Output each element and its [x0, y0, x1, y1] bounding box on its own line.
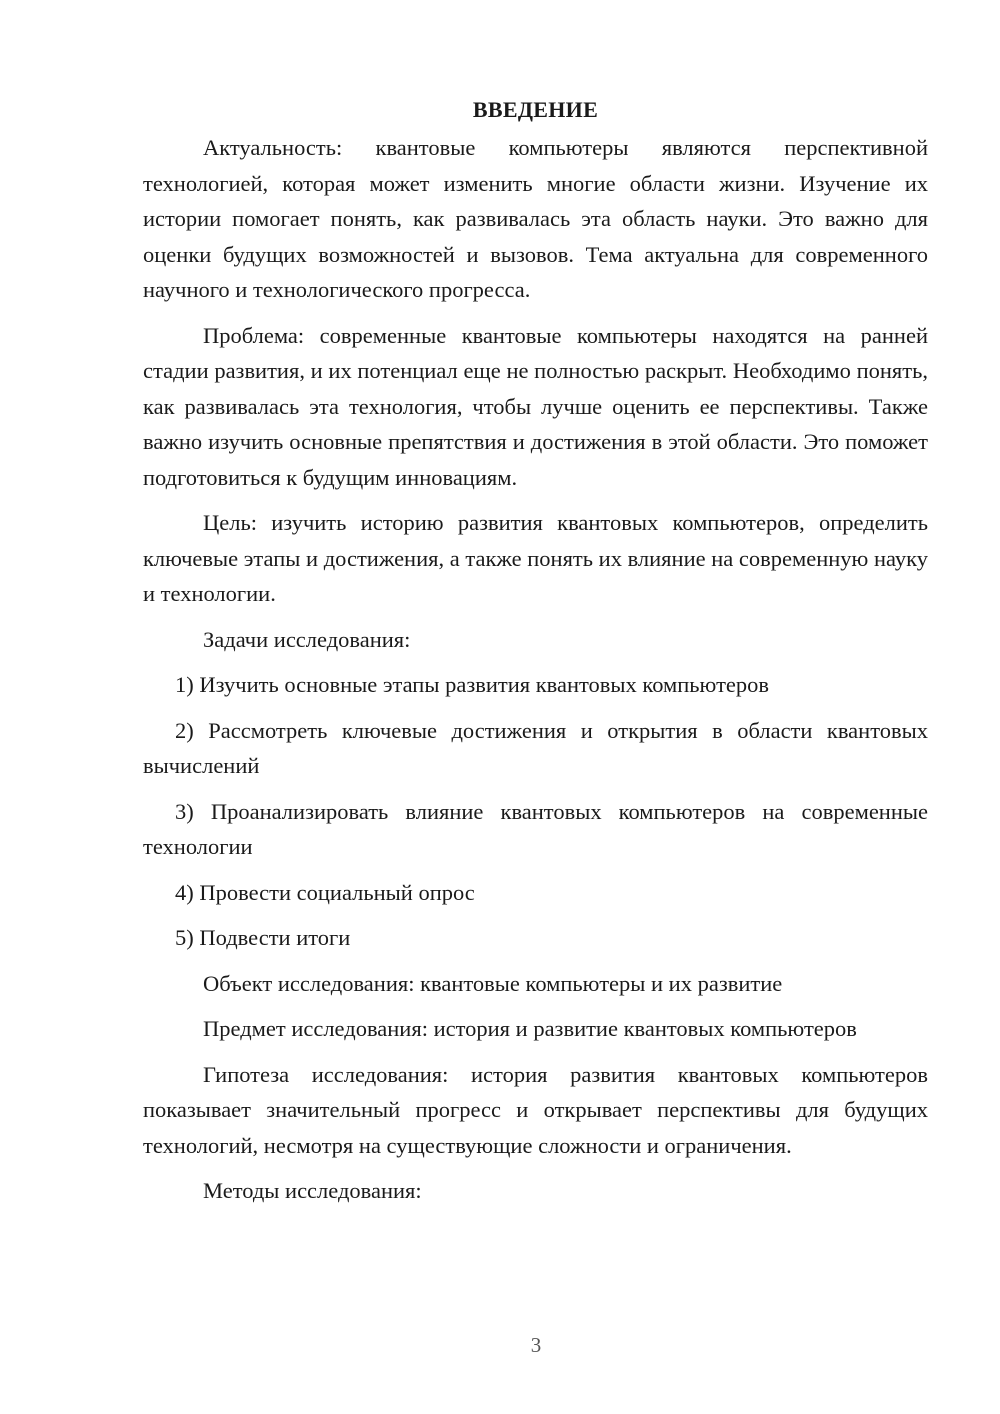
goal-paragraph: Цель: изучить историю развития квантовых компьютеров, определить ключевые этапы и достижения, а также понять их влияние на современную науку и технологии.	[143, 510, 928, 606]
task-item-1: 1) Изучить основные этапы развития квантовых компьютеров	[175, 672, 770, 697]
page-number: 3	[530, 1333, 542, 1357]
relevance-paragraph: Актуальность: квантовые компьютеры являются перспективной технологией, которая может изменить многие области жизни. Изучение их истории помогает понять, как развивалась эта область науки. Это важно для оценки будущих возможностей и вызовов. Тема актуальна для современного научного и технологического прогресса.	[143, 135, 928, 302]
task-item-4: 4) Провести социальный опрос	[175, 879, 475, 905]
object-paragraph: Объект исследования: квантовые компьютеры и их развитие	[203, 970, 783, 996]
document-page	[143, 92, 928, 1219]
task-item-5: 5) Подвести итоги	[175, 925, 351, 950]
tasks-title: Задачи исследования:	[203, 626, 411, 652]
task-item-2: 2) Рассмотреть ключевые достижения и открытия в области квантовых вычислений	[143, 717, 928, 778]
task-item-3: 3) Проанализировать влияние квантовых компьютеров на современные технологии	[143, 798, 928, 859]
subject-paragraph: Предмет исследования: история и развитие квантовых компьютеров	[203, 1016, 857, 1041]
problem-paragraph: Проблема: современные квантовые компьютеры находятся на ранней стадии развития, и их потенциал еще не полностью раскрыт. Необходимо понять, как развивалась эта технология, чтобы лучше оценить ее перспективы. Также важно изучить основные препятствия и достижения в этой области. Это поможет подготовиться к будущим инновациям.	[143, 322, 928, 490]
hypothesis-paragraph: Гипотеза исследования: история развития квантовых компьютеров показывает значительный прогресс и открывает перспективы для будущих технологий, несмотря на существующие сложности и ограничения.	[143, 1061, 928, 1158]
methods-title: Методы исследования:	[203, 1178, 422, 1203]
section-heading: ВВЕДЕНИЕ	[472, 97, 599, 122]
